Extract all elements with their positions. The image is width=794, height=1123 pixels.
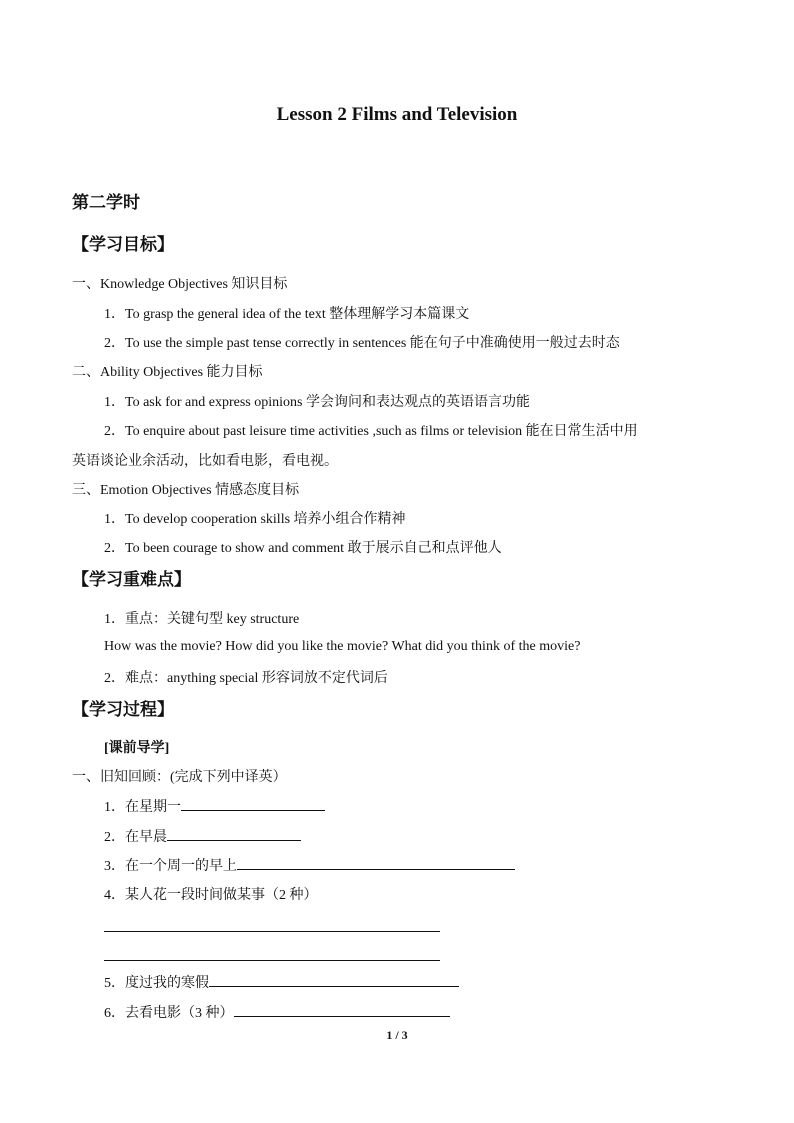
emotion-item: 2．To been courage to show and comment 敢于展示自己和点评他人 — [104, 541, 502, 556]
knowledge-item: 1．To grasp the general idea of the text 整体理解学习本篇课文 — [104, 307, 470, 322]
section-key-points-heading: 【学习重难点】 — [72, 570, 191, 589]
page-number: 1 / 3 — [386, 1028, 408, 1042]
exercise-item — [104, 855, 515, 875]
exercise-item — [104, 1002, 450, 1022]
review-label: 一、旧知回顾：(完成下列中译英） — [72, 770, 287, 785]
session-label: 第二学时 — [72, 193, 140, 212]
answer-blank[interactable] — [104, 960, 440, 961]
important-sentences: How was the movie? How did you like the movie? What did you think of the movie? — [104, 639, 581, 654]
answer-blank[interactable] — [234, 1002, 450, 1017]
ability-item: 1．To ask for and express opinions 学会询问和表达观点的英语语言功能 — [104, 395, 530, 410]
ability-objectives-label: 二、Ability Objectives 能力目标 — [72, 365, 263, 380]
answer-blank[interactable] — [104, 931, 440, 932]
exercise-item-text: 1．在星期一 — [104, 800, 181, 815]
section-process-heading: 【学习过程】 — [72, 700, 174, 719]
exercise-item-text: 5．度过我的寒假 — [104, 976, 209, 991]
answer-blank[interactable] — [167, 826, 301, 841]
knowledge-item: 2．To use the simple past tense correctly in sentences 能在句子中准确使用一般过去时态 — [104, 336, 620, 351]
exercise-item-text: 2．在早晨 — [104, 830, 167, 845]
exercise-item-text: 3．在一个周一的早上 — [104, 859, 237, 874]
important-point-label: 1．重点：关键句型 key structure — [104, 612, 300, 627]
exercise-item: 4．某人花一段时间做某事（2 种） — [104, 888, 318, 903]
exercise-item — [104, 796, 325, 816]
exercise-item-text: 6．去看电影（3 种） — [104, 1006, 234, 1021]
answer-blank[interactable] — [209, 972, 459, 987]
difficult-point-label: 2．难点：anything special 形容词放不定代词后 — [104, 671, 388, 686]
exercise-item — [104, 826, 301, 846]
section-objectives-heading: 【学习目标】 — [72, 235, 174, 254]
exercise-item — [104, 972, 459, 992]
answer-blank[interactable] — [237, 855, 515, 870]
ability-item-continued: 英语谈论业余活动，比如看电影，看电视。 — [72, 454, 338, 469]
emotion-item: 1．To develop cooperation skills 培养小组合作精神 — [104, 512, 406, 527]
knowledge-objectives-label: 一、Knowledge Objectives 知识目标 — [72, 277, 288, 292]
emotion-objectives-label: 三、Emotion Objectives 情感态度目标 — [72, 483, 300, 498]
pre-class-label: [课前导学] — [104, 741, 170, 756]
ability-item: 2．To enquire about past leisure time activities ,such as films or television 能在日常生活中用 — [104, 424, 638, 439]
answer-blank[interactable] — [181, 796, 325, 811]
page-title: Lesson 2 Films and Television — [276, 104, 518, 125]
